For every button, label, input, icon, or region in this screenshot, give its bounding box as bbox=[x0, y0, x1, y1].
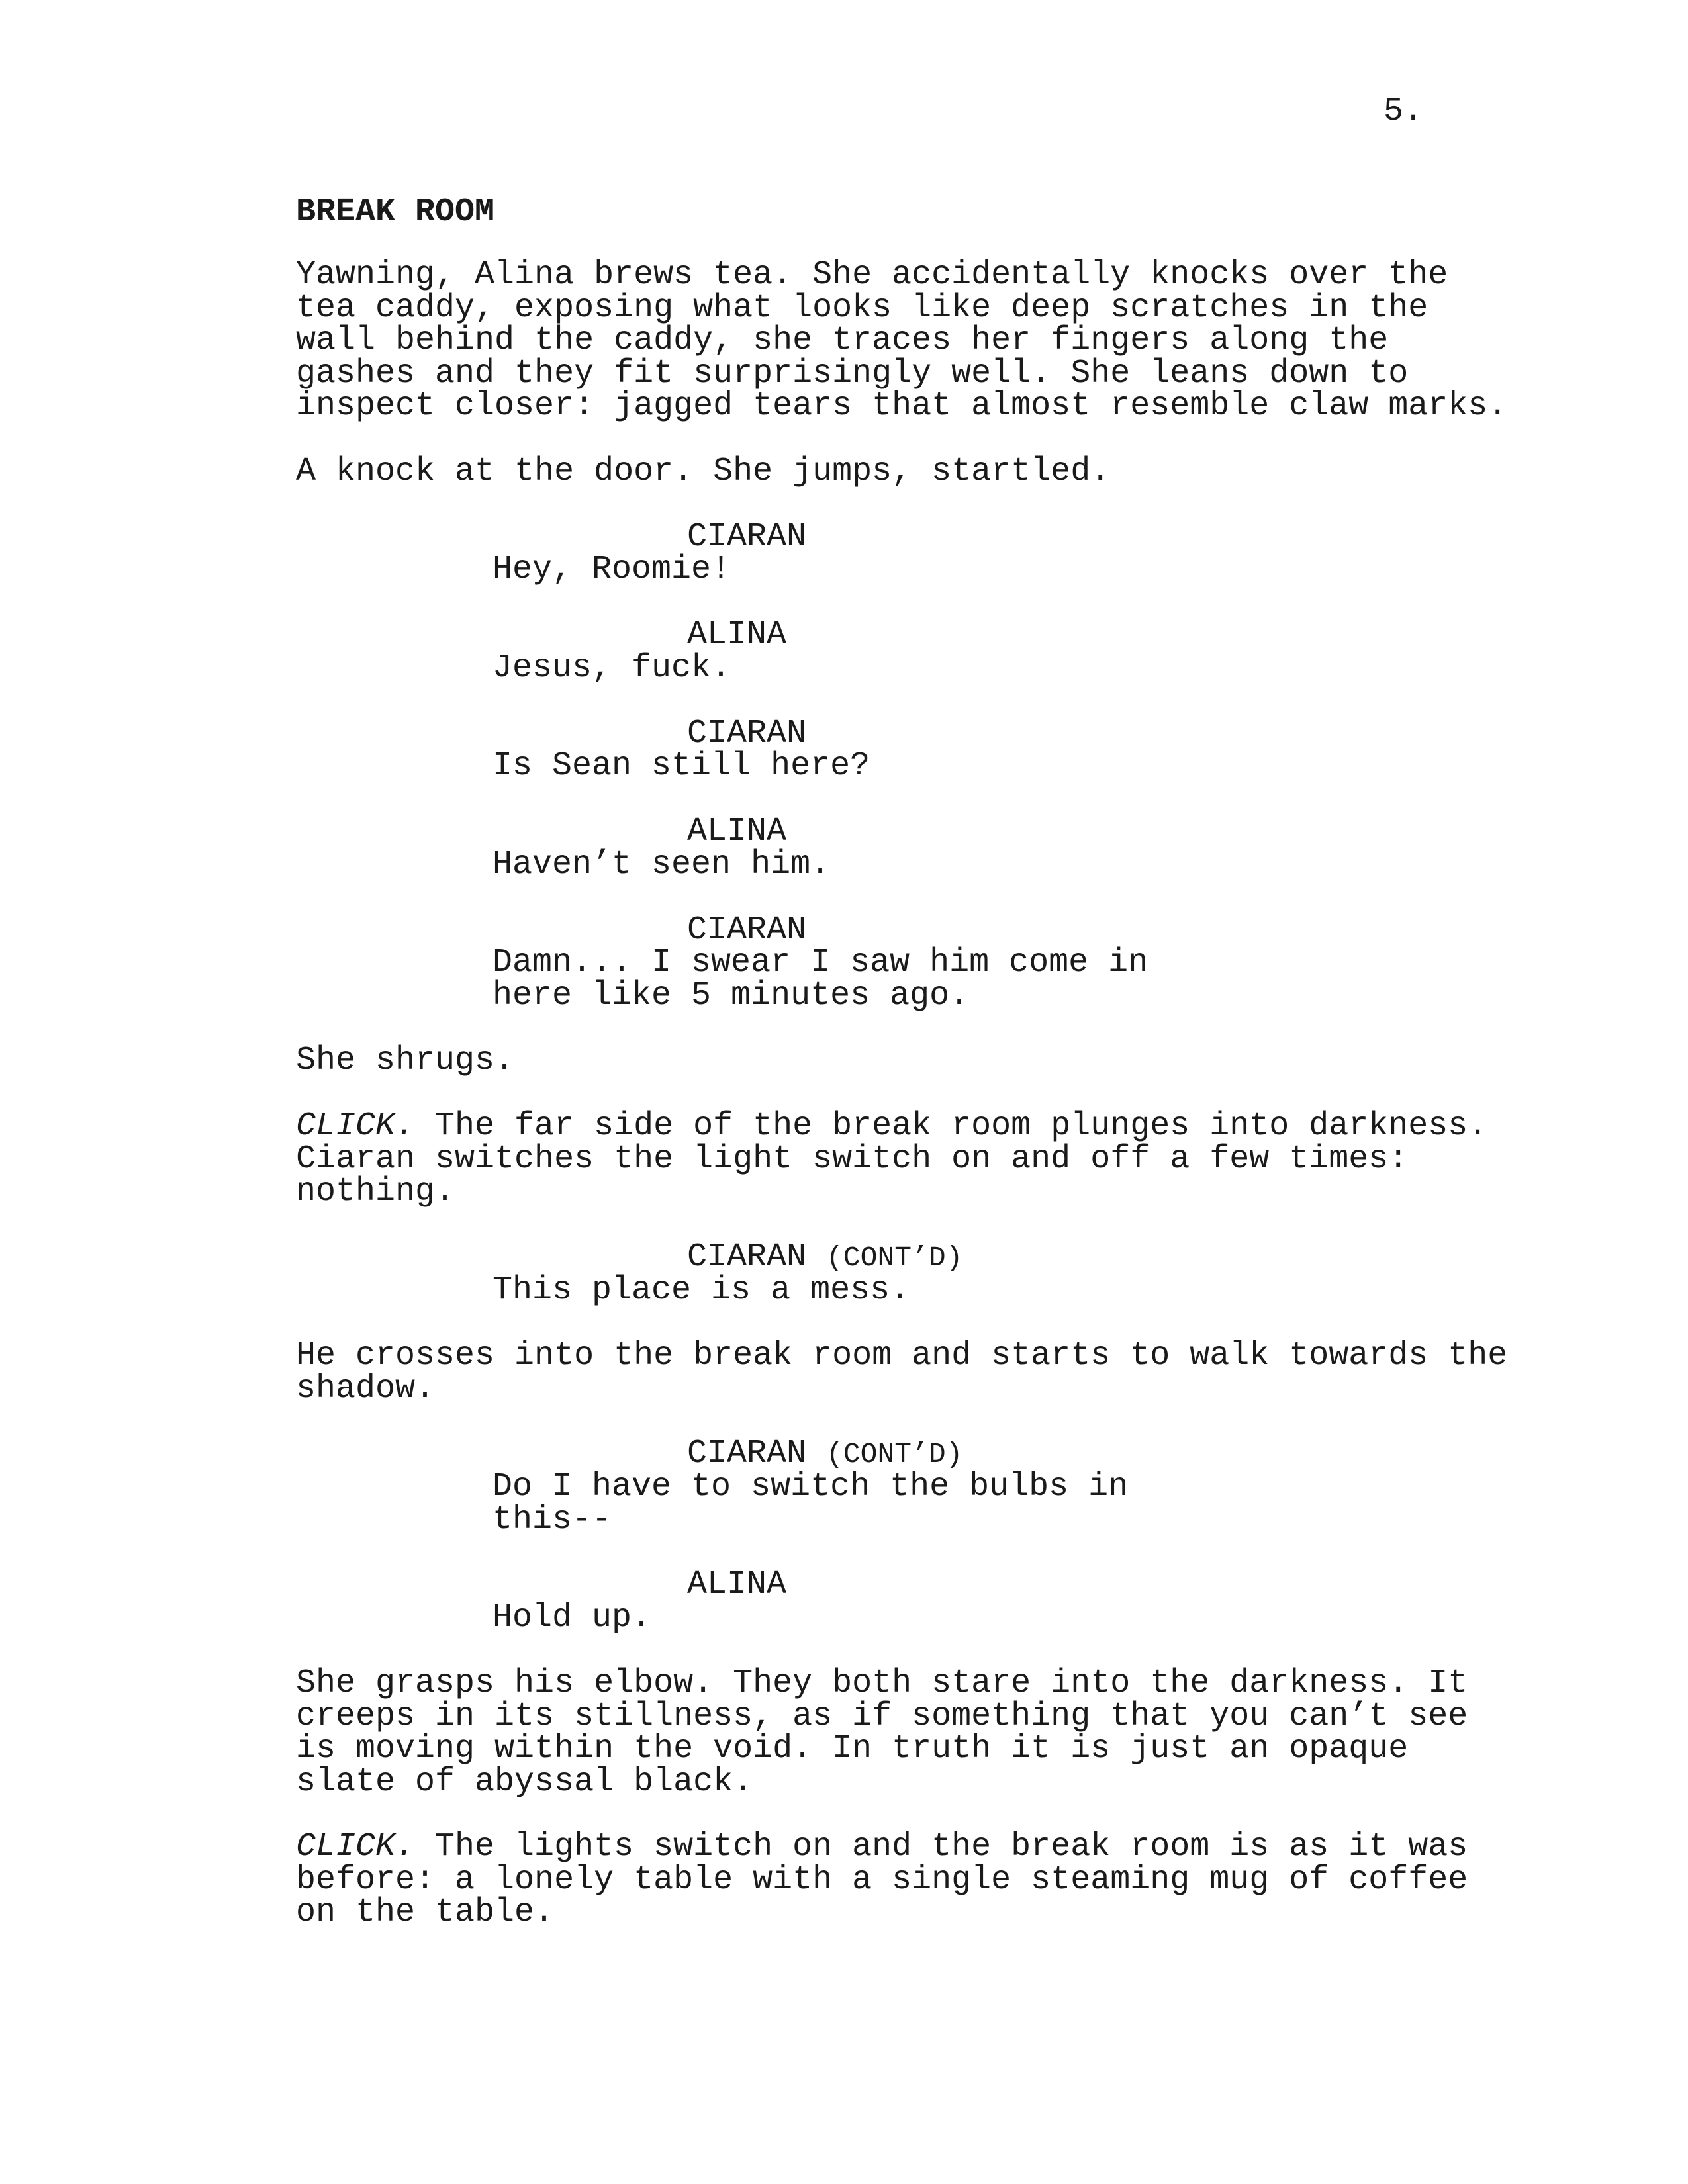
action-line: He crosses into the break room and starts to walk towards the bbox=[296, 1337, 1508, 1375]
action-block bbox=[296, 1107, 1488, 1210]
sound-cue: CLICK. bbox=[296, 1828, 416, 1866]
action-line: A knock at the door. She jumps, startled. bbox=[296, 453, 1111, 490]
character-name: ALINA bbox=[687, 1566, 787, 1604]
dialogue-block bbox=[492, 1468, 1129, 1539]
action-line: before: a lonely table with a single steaming mug of coffee bbox=[296, 1860, 1468, 1899]
dialogue-line: this-- bbox=[492, 1500, 612, 1539]
character-name: CIARAN bbox=[687, 518, 807, 556]
action-line: shadow. bbox=[296, 1369, 436, 1408]
dialogue-line: here like 5 minutes ago. bbox=[492, 976, 970, 1015]
action-block bbox=[296, 256, 1508, 425]
dialogue-line: Do I have to switch the bulbs in bbox=[492, 1468, 1129, 1506]
action-block bbox=[296, 1828, 1468, 1931]
character-extension: (CONT’D) bbox=[826, 1242, 963, 1274]
dialogue: Hey, Roomie! bbox=[492, 551, 731, 588]
action-text: The far side of the break room plunges into darkness. bbox=[415, 1107, 1488, 1145]
character-label: CIARAN bbox=[687, 1435, 807, 1473]
dialogue: Jesus, fuck. bbox=[492, 649, 731, 687]
dialogue-block bbox=[492, 944, 1149, 1015]
dialogue: Is Sean still here? bbox=[492, 747, 870, 785]
action-line: tea caddy, exposing what looks like deep scratches in the bbox=[296, 289, 1429, 327]
action-line: Ciaran switches the light switch on and off a few times: bbox=[296, 1140, 1409, 1178]
character-name: ALINA bbox=[687, 616, 787, 654]
action-block bbox=[296, 1337, 1508, 1408]
character-name: CIARAN bbox=[687, 911, 807, 949]
character-name bbox=[687, 1437, 962, 1471]
action-text: The lights switch on and the break room is as it was bbox=[415, 1828, 1468, 1866]
character-name: CIARAN bbox=[687, 715, 807, 752]
action-line: Yawning, Alina brews tea. She accidentally knocks over the bbox=[296, 256, 1448, 294]
action-line: She shrugs. bbox=[296, 1042, 515, 1079]
scene-heading: BREAK ROOM bbox=[296, 193, 495, 231]
action-line bbox=[296, 1107, 1488, 1145]
action-line: is moving within the void. In truth it is just an opaque bbox=[296, 1730, 1409, 1768]
character-name: ALINA bbox=[687, 813, 787, 850]
dialogue: Haven’t seen him. bbox=[492, 846, 831, 884]
action-line bbox=[296, 1828, 1468, 1866]
action-line: inspect closer: jagged tears that almost resemble claw marks. bbox=[296, 387, 1508, 425]
action-line: gashes and they fit surprisingly well. She leans down to bbox=[296, 354, 1409, 392]
action-line: slate of abyssal black. bbox=[296, 1762, 753, 1801]
character-name bbox=[687, 1238, 963, 1276]
action-line: on the table. bbox=[296, 1893, 555, 1931]
page-number: 5. bbox=[1383, 93, 1424, 130]
dialogue: Hold up. bbox=[492, 1599, 652, 1637]
dialogue: This place is a mess. bbox=[492, 1271, 910, 1309]
action-line: nothing. bbox=[296, 1173, 455, 1210]
action-line: She grasps his elbow. They both stare into the darkness. It bbox=[296, 1664, 1468, 1702]
action-block bbox=[296, 1664, 1468, 1801]
sound-cue: CLICK. bbox=[296, 1107, 416, 1145]
character-label: CIARAN bbox=[687, 1238, 807, 1276]
action-line: creeps in its stillness, as if something that you can’t see bbox=[296, 1697, 1468, 1735]
character-extension: (CONT’D) bbox=[826, 1438, 963, 1471]
dialogue-line: Damn... I swear I saw him come in bbox=[492, 944, 1149, 981]
action-line: wall behind the caddy, she traces her fingers along the bbox=[296, 322, 1389, 359]
